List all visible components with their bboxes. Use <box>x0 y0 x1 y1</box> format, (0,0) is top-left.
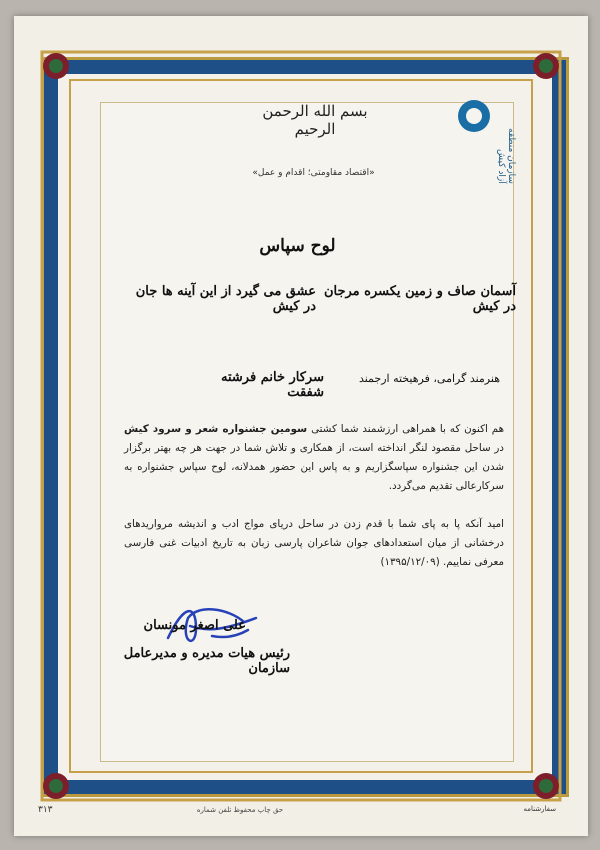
recipient-name: سرکار خانم فرشته شفقت <box>221 370 324 400</box>
organization-name: سازمان منطقه آزاد کیش <box>496 128 516 184</box>
basmala: بسم الله الرحمن الرحيم <box>262 102 368 138</box>
poem-line-left: عشق می گیرد از این آینه ها جان در کیش <box>135 284 316 314</box>
footer-number: ۳۱۳ <box>38 805 53 815</box>
issue-date: (۱۳۹۵/۱۲/۰۹) <box>380 556 440 568</box>
body-paragraph-2: امید آنکه پا به پای شما با قدم زدن در ساحل دریای مواج ادب و اندیشه مرواریدهای درخشانی از میان استعدادهای جوان شاعران پارسی زبان به تاریخ ادبیات غنی فارسی معرفی نماییم. <box>124 518 504 568</box>
org-logo-icon <box>458 100 490 132</box>
body-paragraph-1-part-1: هم اکنون که با همراهی ارزشمند شما کشتی <box>311 423 505 435</box>
recipient-prefix: هنرمند گرامی، فرهیخته ارجمند <box>358 372 500 385</box>
signatory-name: علی اصغر مونسان <box>143 618 246 633</box>
footer-note: حق چاپ محفوظ تلفن شماره <box>196 806 284 814</box>
body-paragraph-1-part-2: در ساحل مقصود لنگر انداخته است، از همکاری و تلاش شما در جهت هر چه بهتر برگزار شدن این جشنواره سپاسگزاریم و به پاس این حضور همدلانه، لوح سپاس جشنواره به سرکارعالی تقدیم می‌گردد. <box>124 442 504 492</box>
motto: «اقتصاد مقاومتی؛ اقدام و عمل» <box>252 168 375 178</box>
footer-code: سفارشنامه <box>523 805 556 813</box>
poem-line-right: آسمان صاف و زمین یکسره مرجان در کیش <box>323 284 516 314</box>
certificate-title: لوح سپاس <box>259 236 336 256</box>
festival-name: سومین جشنواره شعر و سرود کیش <box>124 423 308 435</box>
certificate-body <box>124 420 504 572</box>
signatory-title: رئیس هیات مدیره و مدیرعامل سازمان <box>123 646 290 676</box>
